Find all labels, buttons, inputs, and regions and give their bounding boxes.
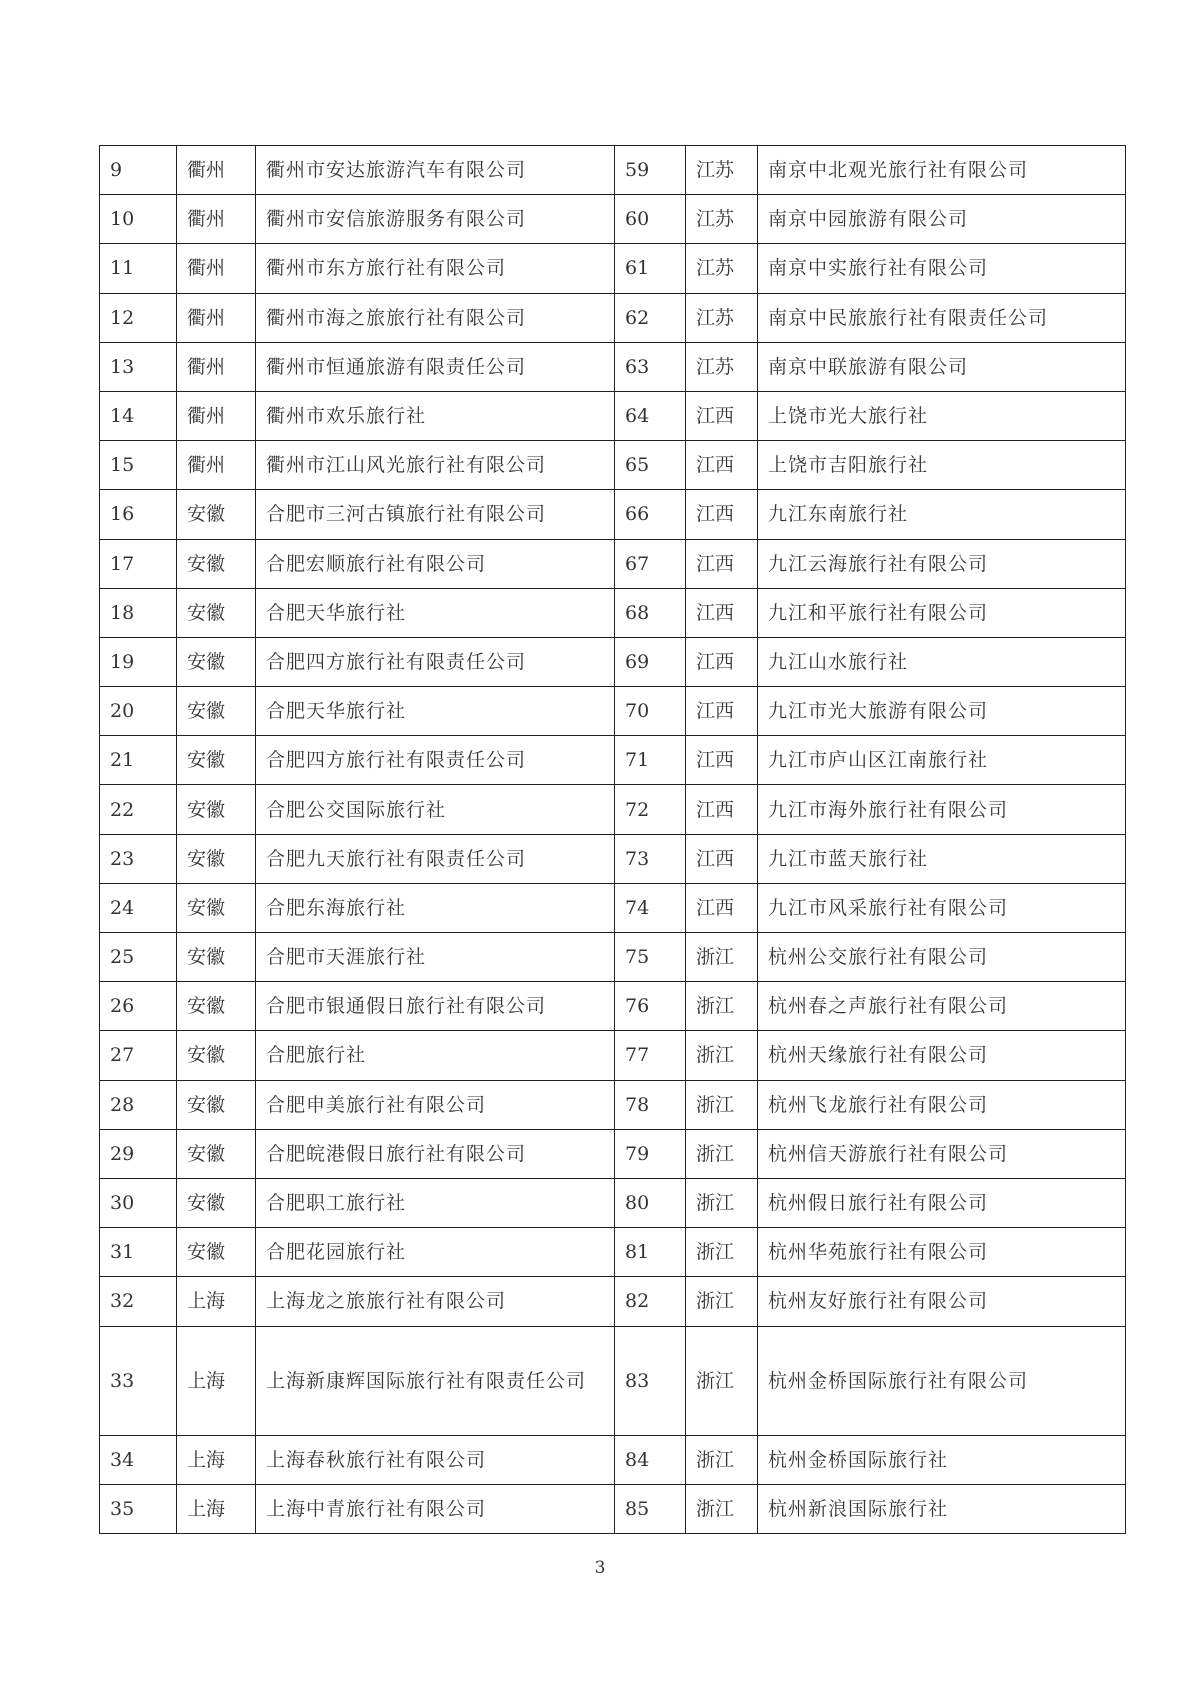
agency-name-cell: 合肥市天涯旅行社 [256,933,615,982]
row-number-cell: 67 [615,539,686,588]
row-number-cell: 61 [615,244,686,293]
table-row [100,883,1126,932]
row-number-cell: 74 [615,883,686,932]
agency-name-cell: 合肥皖港假日旅行社有限公司 [256,1129,615,1178]
table-row [100,146,1126,195]
region-cell: 安徽 [177,982,256,1031]
region-cell: 安徽 [177,933,256,982]
table-row [100,195,1126,244]
region-cell: 衢州 [177,441,256,490]
agency-name-cell: 杭州金桥国际旅行社有限公司 [758,1326,1126,1435]
row-number-cell: 62 [615,293,686,342]
region-cell: 安徽 [177,1228,256,1277]
region-cell: 江西 [686,687,758,736]
table-row [100,539,1126,588]
agency-table [99,145,1126,1534]
table-row [100,1178,1126,1227]
region-cell: 江苏 [686,146,758,195]
region-cell: 衢州 [177,342,256,391]
table-row [100,933,1126,982]
row-number-cell: 9 [100,146,177,195]
region-cell: 江西 [686,539,758,588]
agency-name-cell: 合肥市银通假日旅行社有限公司 [256,982,615,1031]
agency-name-cell: 南京中实旅行社有限公司 [758,244,1126,293]
row-number-cell: 16 [100,490,177,539]
agency-name-cell: 杭州公交旅行社有限公司 [758,933,1126,982]
agency-name-cell: 合肥天华旅行社 [256,687,615,736]
row-number-cell: 69 [615,637,686,686]
row-number-cell: 68 [615,588,686,637]
agency-name-cell: 衢州市江山风光旅行社有限公司 [256,441,615,490]
row-number-cell: 30 [100,1178,177,1227]
agency-name-cell: 南京中园旅游有限公司 [758,195,1126,244]
row-number-cell: 18 [100,588,177,637]
region-cell: 衢州 [177,244,256,293]
region-cell: 江西 [686,883,758,932]
row-number-cell: 65 [615,441,686,490]
agency-name-cell: 杭州假日旅行社有限公司 [758,1178,1126,1227]
agency-name-cell: 南京中联旅游有限公司 [758,342,1126,391]
region-cell: 安徽 [177,834,256,883]
region-cell: 江苏 [686,244,758,293]
agency-name-cell: 杭州金桥国际旅行社 [758,1435,1126,1484]
agency-name-cell: 合肥四方旅行社有限责任公司 [256,637,615,686]
table-row [100,293,1126,342]
region-cell: 浙江 [686,1080,758,1129]
region-cell: 上海 [177,1484,256,1533]
table-row [100,588,1126,637]
row-number-cell: 10 [100,195,177,244]
row-number-cell: 83 [615,1326,686,1435]
region-cell: 浙江 [686,982,758,1031]
row-number-cell: 75 [615,933,686,982]
region-cell: 安徽 [177,1178,256,1227]
agency-name-cell: 上饶市光大旅行社 [758,391,1126,440]
agency-name-cell: 合肥天华旅行社 [256,588,615,637]
row-number-cell: 70 [615,687,686,736]
agency-name-cell: 上海龙之旅旅行社有限公司 [256,1277,615,1326]
row-number-cell: 85 [615,1484,686,1533]
region-cell: 江西 [686,736,758,785]
agency-name-cell: 杭州华苑旅行社有限公司 [758,1228,1126,1277]
table-row [100,785,1126,834]
region-cell: 上海 [177,1326,256,1435]
table-row [100,490,1126,539]
row-number-cell: 31 [100,1228,177,1277]
agency-name-cell: 上饶市吉阳旅行社 [758,441,1126,490]
agency-name-cell: 衢州市恒通旅游有限责任公司 [256,342,615,391]
row-number-cell: 15 [100,441,177,490]
agency-name-cell: 九江云海旅行社有限公司 [758,539,1126,588]
table-row [100,244,1126,293]
row-number-cell: 63 [615,342,686,391]
row-number-cell: 84 [615,1435,686,1484]
agency-name-cell: 杭州飞龙旅行社有限公司 [758,1080,1126,1129]
region-cell: 浙江 [686,1435,758,1484]
agency-name-cell: 合肥旅行社 [256,1031,615,1080]
agency-name-cell: 合肥公交国际旅行社 [256,785,615,834]
region-cell: 安徽 [177,637,256,686]
row-number-cell: 27 [100,1031,177,1080]
region-cell: 安徽 [177,736,256,785]
table-row [100,834,1126,883]
region-cell: 安徽 [177,1129,256,1178]
row-number-cell: 11 [100,244,177,293]
agency-name-cell: 合肥市三河古镇旅行社有限公司 [256,490,615,539]
row-number-cell: 60 [615,195,686,244]
agency-name-cell: 杭州天缘旅行社有限公司 [758,1031,1126,1080]
page-number: 3 [594,1558,606,1578]
row-number-cell: 22 [100,785,177,834]
region-cell: 安徽 [177,687,256,736]
agency-name-cell: 九江市海外旅行社有限公司 [758,785,1126,834]
row-number-cell: 59 [615,146,686,195]
row-number-cell: 17 [100,539,177,588]
row-number-cell: 80 [615,1178,686,1227]
region-cell: 安徽 [177,883,256,932]
agency-name-cell: 衢州市安达旅游汽车有限公司 [256,146,615,195]
table-body [100,146,1126,1534]
row-number-cell: 82 [615,1277,686,1326]
row-number-cell: 73 [615,834,686,883]
row-number-cell: 26 [100,982,177,1031]
agency-name-cell: 九江市光大旅游有限公司 [758,687,1126,736]
row-number-cell: 28 [100,1080,177,1129]
region-cell: 浙江 [686,1031,758,1080]
region-cell: 江西 [686,785,758,834]
table-row [100,687,1126,736]
row-number-cell: 24 [100,883,177,932]
row-number-cell: 76 [615,982,686,1031]
table-row [100,637,1126,686]
agency-name-cell: 九江市蓝天旅行社 [758,834,1126,883]
agency-name-cell: 合肥职工旅行社 [256,1178,615,1227]
region-cell: 江西 [686,391,758,440]
row-number-cell: 32 [100,1277,177,1326]
agency-name-cell: 合肥申美旅行社有限公司 [256,1080,615,1129]
region-cell: 浙江 [686,1326,758,1435]
row-number-cell: 19 [100,637,177,686]
row-number-cell: 34 [100,1435,177,1484]
agency-name-cell: 九江市庐山区江南旅行社 [758,736,1126,785]
agency-name-cell: 南京中民旅旅行社有限责任公司 [758,293,1126,342]
region-cell: 衢州 [177,293,256,342]
agency-name-cell: 衢州市海之旅旅行社有限公司 [256,293,615,342]
agency-name-cell: 衢州市欢乐旅行社 [256,391,615,440]
region-cell: 安徽 [177,1031,256,1080]
table-row [100,441,1126,490]
agency-name-cell: 上海新康辉国际旅行社有限责任公司 [256,1326,615,1435]
agency-name-cell: 合肥九天旅行社有限责任公司 [256,834,615,883]
table-row [100,1080,1126,1129]
table-row [100,1435,1126,1484]
agency-name-cell: 杭州春之声旅行社有限公司 [758,982,1126,1031]
region-cell: 安徽 [177,490,256,539]
region-cell: 浙江 [686,1484,758,1533]
table-row [100,1326,1126,1435]
region-cell: 江西 [686,588,758,637]
region-cell: 浙江 [686,1129,758,1178]
region-cell: 江苏 [686,293,758,342]
agency-name-cell: 衢州市东方旅行社有限公司 [256,244,615,293]
region-cell: 江西 [686,490,758,539]
region-cell: 安徽 [177,588,256,637]
row-number-cell: 72 [615,785,686,834]
region-cell: 衢州 [177,195,256,244]
agency-name-cell: 南京中北观光旅行社有限公司 [758,146,1126,195]
row-number-cell: 66 [615,490,686,539]
table-row [100,982,1126,1031]
region-cell: 衢州 [177,391,256,440]
table-row [100,1031,1126,1080]
agency-name-cell: 杭州友好旅行社有限公司 [758,1277,1126,1326]
region-cell: 江西 [686,637,758,686]
row-number-cell: 23 [100,834,177,883]
row-number-cell: 79 [615,1129,686,1178]
region-cell: 浙江 [686,1178,758,1227]
region-cell: 安徽 [177,539,256,588]
row-number-cell: 35 [100,1484,177,1533]
row-number-cell: 20 [100,687,177,736]
region-cell: 上海 [177,1277,256,1326]
agency-name-cell: 九江和平旅行社有限公司 [758,588,1126,637]
table-row [100,391,1126,440]
region-cell: 江苏 [686,342,758,391]
table-row [100,736,1126,785]
table-row [100,1228,1126,1277]
row-number-cell: 77 [615,1031,686,1080]
table-row [100,1277,1126,1326]
row-number-cell: 12 [100,293,177,342]
agency-name-cell: 衢州市安信旅游服务有限公司 [256,195,615,244]
region-cell: 浙江 [686,1228,758,1277]
row-number-cell: 13 [100,342,177,391]
row-number-cell: 14 [100,391,177,440]
agency-name-cell: 九江山水旅行社 [758,637,1126,686]
row-number-cell: 33 [100,1326,177,1435]
region-cell: 江西 [686,834,758,883]
agency-name-cell: 九江市风采旅行社有限公司 [758,883,1126,932]
agency-name-cell: 九江东南旅行社 [758,490,1126,539]
region-cell: 衢州 [177,146,256,195]
table-row [100,1129,1126,1178]
region-cell: 江苏 [686,195,758,244]
region-cell: 安徽 [177,1080,256,1129]
region-cell: 安徽 [177,785,256,834]
row-number-cell: 64 [615,391,686,440]
agency-name-cell: 合肥宏顺旅行社有限公司 [256,539,615,588]
table-row [100,1484,1126,1533]
table-row [100,342,1126,391]
agency-name-cell: 上海春秋旅行社有限公司 [256,1435,615,1484]
region-cell: 上海 [177,1435,256,1484]
row-number-cell: 78 [615,1080,686,1129]
agency-name-cell: 合肥四方旅行社有限责任公司 [256,736,615,785]
agency-name-cell: 杭州信天游旅行社有限公司 [758,1129,1126,1178]
row-number-cell: 81 [615,1228,686,1277]
agency-name-cell: 合肥东海旅行社 [256,883,615,932]
agency-name-cell: 合肥花园旅行社 [256,1228,615,1277]
region-cell: 浙江 [686,1277,758,1326]
row-number-cell: 21 [100,736,177,785]
row-number-cell: 25 [100,933,177,982]
row-number-cell: 71 [615,736,686,785]
agency-name-cell: 杭州新浪国际旅行社 [758,1484,1126,1533]
agency-name-cell: 上海中青旅行社有限公司 [256,1484,615,1533]
region-cell: 浙江 [686,933,758,982]
row-number-cell: 29 [100,1129,177,1178]
region-cell: 江西 [686,441,758,490]
